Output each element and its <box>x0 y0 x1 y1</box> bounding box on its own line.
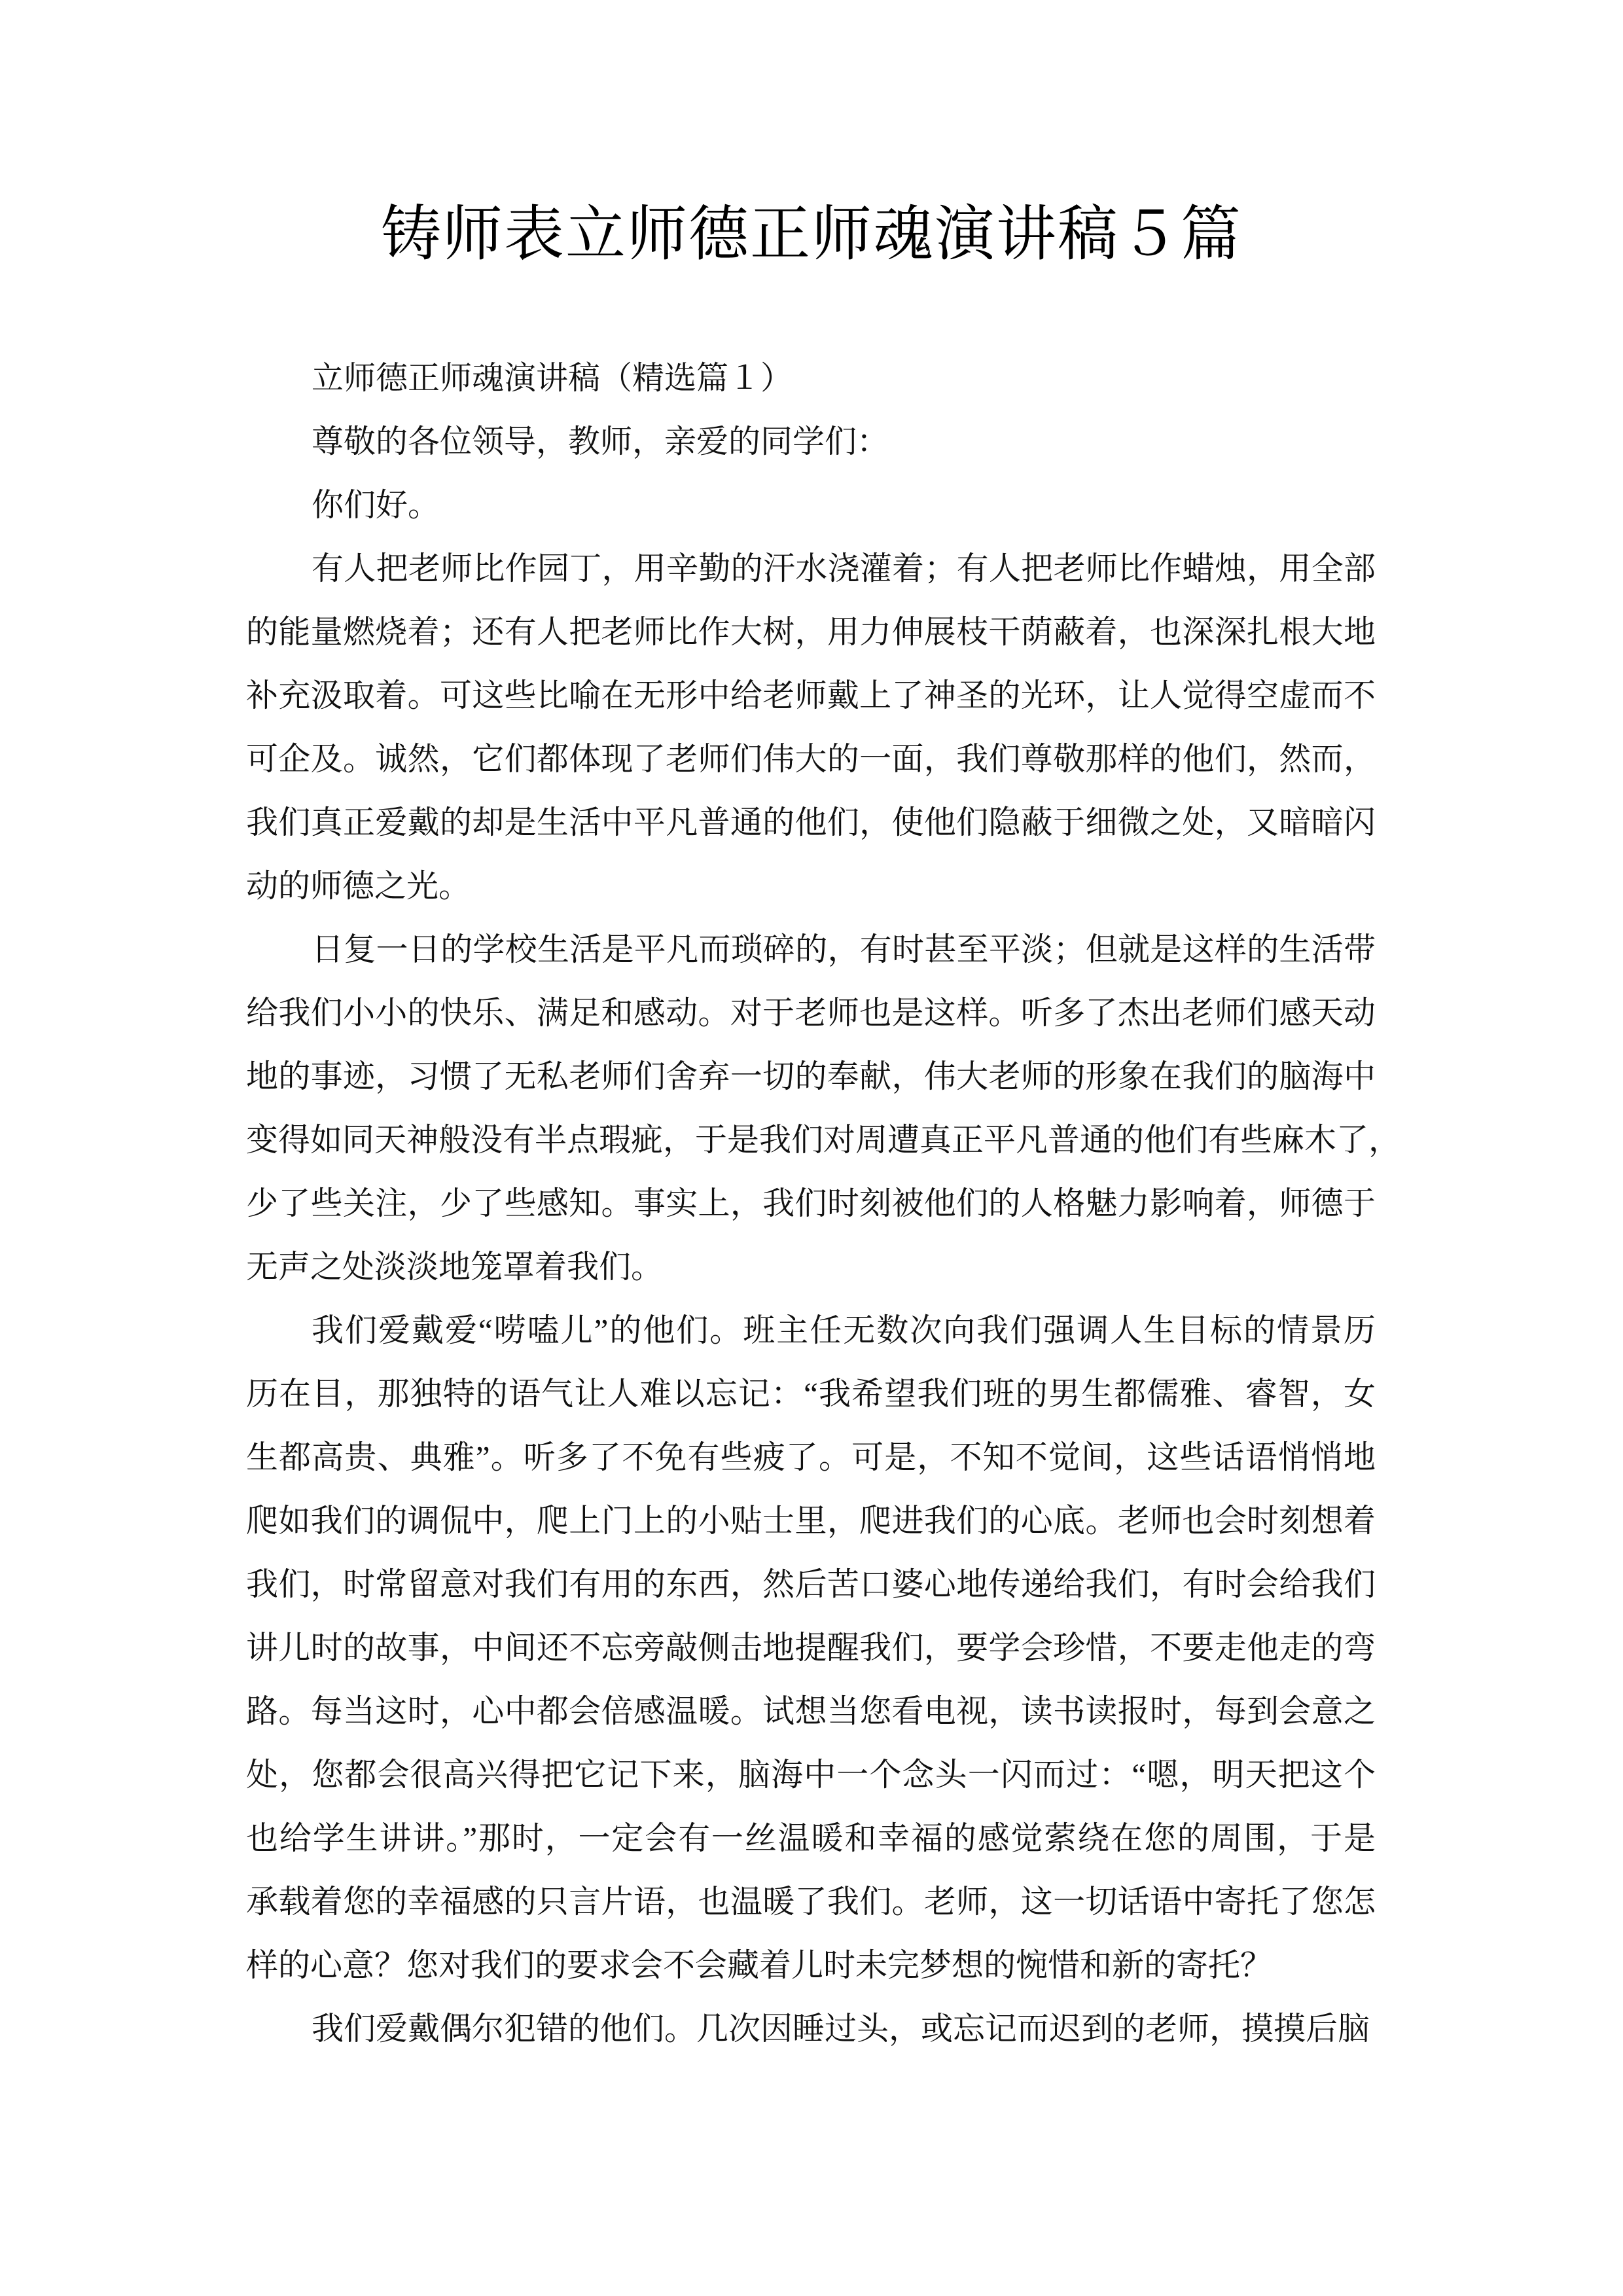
text-line: 补充汲取着。可这些比喻在无形中给老师戴上了神圣的光环，让人觉得空虚而不 <box>246 677 1376 713</box>
text-line: 路。每当这时，心中都会倍感温暖。试想当您看电视，读书读报时，每到会意之 <box>246 1693 1376 1729</box>
text-line: 讲儿时的故事，中间还不忘旁敲侧击地提醒我们，要学会珍惜，不要走他走的弯 <box>246 1630 1376 1666</box>
text-line: 无声之处淡淡地笼罩着我们。 <box>246 1249 664 1285</box>
text-line: 我们爱戴爱“唠嗑儿”的他们。班主任无数次向我们强调人生目标的情景历 <box>312 1312 1376 1348</box>
text-line: 处，您都会很高兴得把它记下来，脑海中一个念头一闪而过：“嗯，明天把这个 <box>246 1757 1376 1793</box>
paragraph <box>246 346 1376 410</box>
text-line: 动的师德之光。 <box>246 868 471 904</box>
paragraph <box>246 918 1401 1299</box>
text-line: 日复一日的学校生活是平凡而琐碎的，有时甚至平淡；但就是这样的生活带 <box>312 931 1376 967</box>
text-line: 地的事迹，习惯了无私老师们舍弃一切的奉献，伟大老师的形象在我们的脑海中 <box>246 1058 1376 1094</box>
paragraph <box>246 473 1376 537</box>
document-body <box>246 346 1401 2060</box>
paragraph <box>246 1299 1376 1997</box>
text-line: 给我们小小的快乐、满足和感动。对于老师也是这样。听多了杰出老师们感天动 <box>246 995 1376 1031</box>
text-line: 变得如同天神般没有半点瑕疵，于是我们对周遭真正平凡普通的他们有些麻木了， <box>246 1122 1401 1158</box>
text-line: 少了些关注，少了些感知。事实上，我们时刻被他们的人格魅力影响着，师德于 <box>246 1185 1376 1221</box>
text-line: 我们，时常留意对我们有用的东西，然后苦口婆心地传递给我们，有时会给我们 <box>246 1566 1376 1602</box>
text-line: 我们爱戴偶尔犯错的他们。几次因睡过头，或忘记而迟到的老师，摸摸后脑 <box>312 2011 1370 2047</box>
paragraph <box>246 537 1376 918</box>
text-line: 立师德正师魂演讲稿（精选篇１） <box>312 360 793 396</box>
paragraph <box>246 1997 1376 2060</box>
text-line: 也给学生讲讲。”那时，一定会有一丝温暖和幸福的感觉萦绕在您的周围，于是 <box>246 1820 1376 1856</box>
text-line: 尊敬的各位领导，教师，亲爱的同学们： <box>312 423 889 459</box>
text-line: 可企及。诚然，它们都体现了老师们伟大的一面，我们尊敬那样的他们，然而， <box>246 741 1376 777</box>
text-line: 样的心意？您对我们的要求会不会藏着儿时未完梦想的惋惜和新的寄托？ <box>246 1947 1273 1983</box>
text-line: 生都高贵、典雅”。听多了不免有些疲了。可是，不知不觉间，这些话语悄悄地 <box>246 1439 1376 1475</box>
text-line: 历在目，那独特的语气让人难以忘记：“我希望我们班的男生都儒雅、睿智，女 <box>246 1376 1376 1412</box>
text-line: 的能量燃烧着；还有人把老师比作大树，用力伸展枝干荫蔽着，也深深扎根大地 <box>246 614 1376 650</box>
text-line: 爬如我们的调侃中，爬上门上的小贴士里，爬进我们的心底。老师也会时刻想着 <box>246 1503 1376 1539</box>
paragraph <box>246 410 1376 473</box>
text-line: 我们真正爱戴的却是生活中平凡普通的他们，使他们隐蔽于细微之处，又暗暗闪 <box>246 804 1376 840</box>
text-line: 有人把老师比作园丁，用辛勤的汗水浇灌着；有人把老师比作蜡烛，用全部 <box>312 550 1376 586</box>
text-line: 你们好。 <box>312 487 440 523</box>
text-line: 承载着您的幸福感的只言片语，也温暖了我们。老师，这一切话语中寄托了您怎 <box>246 1884 1376 1920</box>
document-title: 铸师表立师德正师魂演讲稿５篇 <box>380 201 1242 268</box>
